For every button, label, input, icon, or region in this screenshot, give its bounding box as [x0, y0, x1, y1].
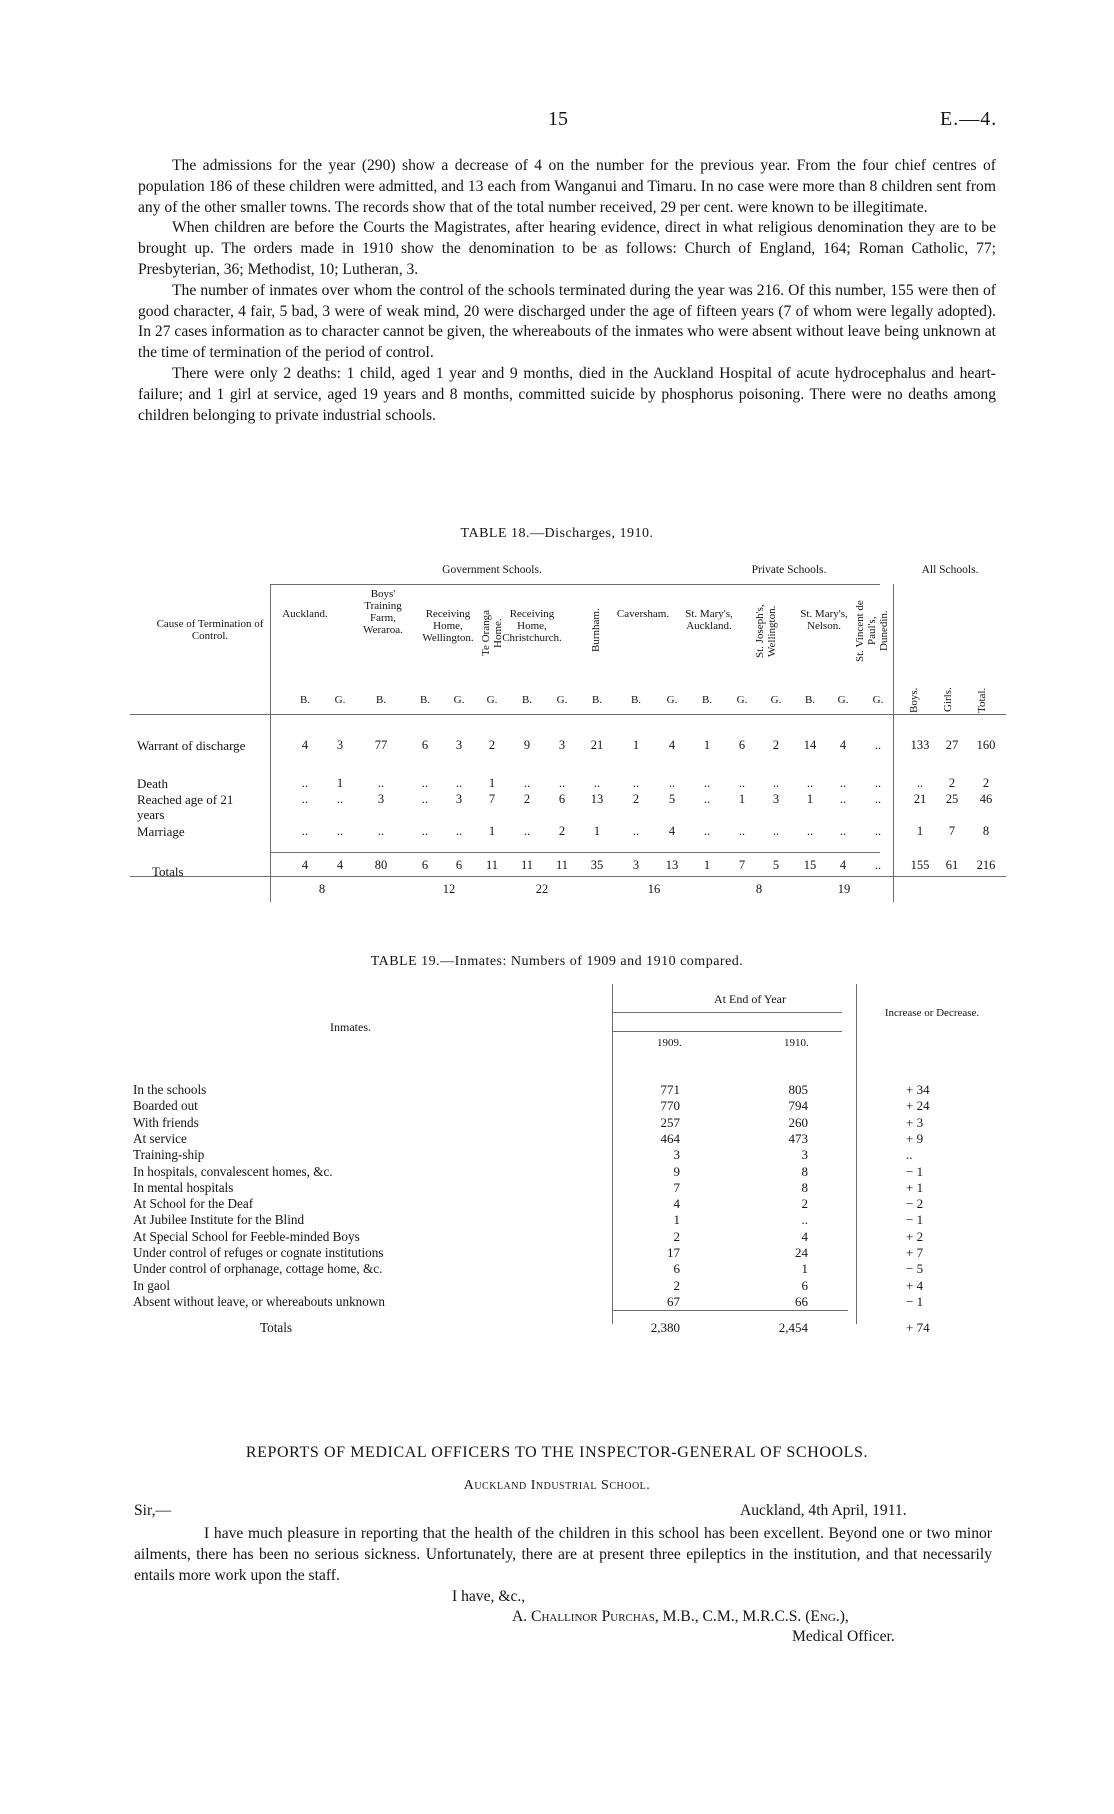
- table-cell: ..: [874, 824, 882, 838]
- inmate-row-label: In gaol: [133, 1277, 170, 1293]
- value-change: + 24: [906, 1098, 930, 1114]
- totals-cell: 4: [839, 858, 847, 872]
- table-cell: ..: [523, 776, 531, 790]
- value-1909: 67: [667, 1293, 680, 1309]
- value-1909: 7: [673, 1179, 680, 1195]
- totals-cell: 61: [945, 858, 959, 872]
- table-cell: ..: [772, 776, 780, 790]
- table-cell: ..: [874, 776, 882, 790]
- subhead-bg: G.: [556, 694, 568, 706]
- combined-total: 22: [535, 882, 549, 896]
- end-of-year-header: At End of Year: [714, 992, 786, 1006]
- value-change: ..: [906, 1147, 913, 1163]
- column-header: Boys' Training Farm, Weraroa.: [363, 588, 403, 636]
- paragraph-deaths: There were only 2 deaths: 1 child, aged 1 year and 9 months, died in the Auckland Hospital of acute hydrocephalus and heart-failure; and 1 girl at service, aged 19 years and 8 months, committed suicide by phosphorus poisoning. There were no deaths among children belonging to private industrial schools.: [138, 364, 996, 424]
- inmate-row-label: At Special School for Feeble-minded Boys: [133, 1228, 360, 1244]
- inmate-row-label: At School for the Deaf: [133, 1196, 254, 1212]
- table-cell: ..: [703, 776, 711, 790]
- table-cell: ..: [839, 824, 847, 838]
- value-change: + 4: [906, 1277, 924, 1293]
- table-cell: 4: [839, 738, 847, 752]
- table-cell: 3: [377, 792, 385, 806]
- totals-cell: 4: [301, 858, 309, 872]
- value-1909: 257: [660, 1114, 680, 1130]
- inmate-row-label: In hospitals, convalescent homes, &c.: [133, 1163, 333, 1179]
- value-1910: ..: [801, 1212, 808, 1228]
- group-government: Government Schools.: [442, 564, 542, 576]
- subhead-bg: G.: [736, 694, 748, 706]
- subhead-bg: B.: [701, 694, 713, 706]
- total-1910: 2,454: [778, 1320, 808, 1335]
- totals-cell: 1: [703, 858, 711, 872]
- table-cell: 21: [590, 738, 604, 752]
- totals-cell: 3: [632, 858, 640, 872]
- subhead-bg: G.: [334, 694, 346, 706]
- value-1910: 8: [801, 1179, 808, 1195]
- letter-signature: A. Challinor Purchas, M.B., C.M., M.R.C.S. (Eng.),: [512, 1608, 849, 1625]
- table-rule: [270, 852, 880, 853]
- table-cell: 77: [374, 738, 388, 752]
- table-cell: ..: [772, 824, 780, 838]
- subhead-bg: G.: [453, 694, 465, 706]
- totals-cell: 15: [803, 858, 817, 872]
- subhead-bg: B.: [521, 694, 533, 706]
- group-private: Private Schools.: [751, 564, 827, 576]
- inmate-row-label: In mental hospitals: [133, 1179, 234, 1195]
- table-cell: 6: [558, 792, 566, 806]
- inmate-row-label: Absent without leave, or whereabouts unknown: [133, 1293, 385, 1309]
- value-1909: 464: [660, 1130, 680, 1146]
- totals-cell: 5: [772, 858, 780, 872]
- table-cell: ..: [421, 824, 429, 838]
- value-1909: 2: [673, 1228, 680, 1244]
- table-cell: 25: [945, 792, 959, 806]
- combined-total: 16: [647, 882, 661, 896]
- all-schools-column: Total.: [976, 687, 988, 713]
- column-header-vertical: Te Oranga Home.: [480, 610, 504, 656]
- table-cell: 8: [982, 824, 990, 838]
- value-1910: 794: [788, 1098, 808, 1114]
- table-cell: ..: [377, 824, 385, 838]
- year-1910-header: 1910.: [784, 1037, 809, 1049]
- value-1910: 6: [801, 1277, 808, 1293]
- table18-title: TABLE 18.—Discharges, 1910.: [460, 526, 654, 541]
- value-1909: 3: [673, 1147, 680, 1163]
- inmate-row-label: At Jubilee Institute for the Blind: [133, 1212, 305, 1228]
- table-cell: 2: [558, 824, 566, 838]
- table-cell: 1: [738, 792, 746, 806]
- value-change: − 1: [906, 1163, 924, 1179]
- all-schools-column: Girls.: [942, 687, 954, 713]
- change-header: Increase or Decrease.: [884, 1007, 980, 1019]
- table-cell: 4: [301, 738, 309, 752]
- subhead-bg: G.: [872, 694, 884, 706]
- totals-cell: 6: [421, 858, 429, 872]
- table-cell: 9: [523, 738, 531, 752]
- value-1910: 805: [788, 1082, 808, 1097]
- totals-cell: 11: [485, 858, 499, 872]
- totals-label: Totals: [152, 864, 184, 879]
- value-1909: 771: [660, 1082, 680, 1097]
- table-cell: ..: [916, 776, 924, 790]
- value-change: − 1: [906, 1293, 924, 1309]
- table-cell: ..: [874, 792, 882, 806]
- table-cell: 27: [945, 738, 959, 752]
- table-cell: 7: [948, 824, 956, 838]
- table-rule: [270, 584, 880, 585]
- cause-header: Cause of Termination of Control.: [156, 618, 264, 642]
- table-cell: ..: [336, 824, 344, 838]
- table19-title: TABLE 19.—Inmates: Numbers of 1909 and 1910 compared.: [370, 954, 744, 969]
- subhead-bg: B.: [375, 694, 387, 706]
- totals-cell: 80: [374, 858, 388, 872]
- totals-cell: 13: [665, 858, 679, 872]
- table-cell: 7: [488, 792, 496, 806]
- paragraph-denomination: When children are before the Courts the Magistrates, after hearing evidence, direct in what religious denomination they are to be brought up. The orders made in 1910 show the denomination to be as follows: Church of England, 164; Roman Catholic, 77; Presbyterian, 36; Methodist, 10; Lutheran, 3.: [138, 219, 996, 278]
- table-cell: 13: [590, 792, 604, 806]
- value-1910: 1: [801, 1261, 808, 1277]
- column-header: Caversham.: [616, 608, 670, 620]
- total-change: + 74: [906, 1320, 930, 1335]
- table-rule: [270, 584, 271, 902]
- totals-label: Totals: [260, 1320, 293, 1335]
- table-cell: 133: [910, 738, 930, 752]
- table-cell: ..: [839, 792, 847, 806]
- table-cell: 3: [772, 792, 780, 806]
- table-cell: ..: [668, 776, 676, 790]
- document-reference: E.—4.: [940, 108, 998, 130]
- column-header: St. Mary's, Auckland.: [685, 608, 733, 632]
- table-cell: 5: [668, 792, 676, 806]
- totals-cell: ..: [874, 858, 882, 872]
- table-cell: 3: [336, 738, 344, 752]
- table-cell: 1: [632, 738, 640, 752]
- value-1909: 2: [673, 1277, 680, 1293]
- table-cell: ..: [301, 792, 309, 806]
- totals-cell: 4: [336, 858, 344, 872]
- table-row-label: Warrant of discharge: [137, 738, 246, 753]
- subhead-bg: B.: [299, 694, 311, 706]
- table-cell: ..: [455, 824, 463, 838]
- inmate-row-label: In the schools: [133, 1082, 207, 1097]
- value-change: − 1: [906, 1212, 924, 1228]
- table-cell: 1: [806, 792, 814, 806]
- subhead-bg: G.: [837, 694, 849, 706]
- table-row-label: Marriage: [137, 824, 185, 839]
- value-change: + 34: [906, 1082, 930, 1097]
- table-cell: 1: [703, 738, 711, 752]
- value-1910: 3: [801, 1147, 808, 1163]
- reports-heading: REPORTS OF MEDICAL OFFICERS TO THE INSPECTOR-GENERAL OF SCHOOLS.: [245, 1444, 869, 1461]
- reports-subheading: Auckland Industrial School.: [463, 1478, 651, 1493]
- page-number: 15: [548, 108, 568, 130]
- value-1909: 4: [673, 1196, 680, 1212]
- table-cell: 3: [455, 792, 463, 806]
- table-cell: ..: [421, 776, 429, 790]
- combined-total: 12: [442, 882, 456, 896]
- value-1910: 4: [801, 1228, 808, 1244]
- totals-cell: 11: [520, 858, 534, 872]
- value-1910: 260: [788, 1114, 808, 1130]
- subhead-bg: G.: [770, 694, 782, 706]
- table-cell: 2: [488, 738, 496, 752]
- table-cell: 2: [948, 776, 956, 790]
- value-1910: 473: [788, 1130, 808, 1146]
- combined-total: 8: [318, 882, 326, 896]
- total-1909: 2,380: [650, 1320, 680, 1335]
- letter-body: I have much pleasure in reporting that the health of the children in this school has been excellent. Beyond one or two minor ailments, there has been no serious sickness. Unfortunately, there are at present three epileptics in the institution, and that necessarily entails more work upon the staff.: [134, 1525, 992, 1584]
- totals-cell: 216: [976, 858, 996, 872]
- year-1909-header: 1909.: [657, 1037, 682, 1049]
- value-1909: 6: [673, 1261, 680, 1277]
- table-cell: 3: [455, 738, 463, 752]
- column-header-vertical: St. Vincent de Paul's, Dunedin.: [854, 600, 890, 662]
- table-cell: ..: [632, 776, 640, 790]
- subhead-bg: G.: [666, 694, 678, 706]
- column-header-vertical: Burnham.: [590, 608, 602, 652]
- value-change: − 5: [906, 1261, 924, 1277]
- value-change: + 1: [906, 1179, 924, 1195]
- value-1909: 9: [673, 1163, 680, 1179]
- value-1910: 2: [801, 1196, 808, 1212]
- subhead-bg: B.: [804, 694, 816, 706]
- subhead-bg: B.: [419, 694, 431, 706]
- letter-salutation: Sir,—: [134, 1502, 172, 1519]
- table-cell: ..: [703, 792, 711, 806]
- column-header: Receiving Home, Wellington.: [422, 608, 474, 644]
- table-cell: ..: [558, 776, 566, 790]
- table-cell: ..: [738, 776, 746, 790]
- table-rule: [130, 714, 1006, 715]
- subhead-bg: G.: [486, 694, 498, 706]
- totals-cell: 11: [555, 858, 569, 872]
- subhead-bg: B.: [591, 694, 603, 706]
- table-cell: 1: [593, 824, 601, 838]
- inmate-row-label: Training-ship: [133, 1147, 205, 1163]
- table-cell: ..: [839, 776, 847, 790]
- letter-title: Medical Officer.: [792, 1628, 895, 1645]
- inmate-row-label: At service: [133, 1130, 187, 1146]
- value-1910: 24: [795, 1245, 808, 1260]
- letter-closing: I have, &c.,: [452, 1588, 526, 1605]
- column-header-vertical: St. Joseph's, Wellington.: [754, 604, 778, 658]
- group-all: All Schools.: [921, 564, 979, 576]
- table-rule: [893, 584, 894, 902]
- table-cell: ..: [301, 824, 309, 838]
- table-cell: 14: [803, 738, 817, 752]
- value-change: + 3: [906, 1114, 924, 1130]
- table-cell: ..: [377, 776, 385, 790]
- table-cell: 2: [523, 792, 531, 806]
- table-cell: ..: [703, 824, 711, 838]
- totals-cell: 7: [738, 858, 746, 872]
- column-header: St. Mary's, Nelson.: [800, 608, 848, 632]
- totals-cell: 35: [590, 858, 604, 872]
- paragraph-terminations: The number of inmates over whom the control of the schools terminated during the year was 216. Of this number, 155 were then of good character, 4 fair, 5 bad, 3 were of weak mind, 20 were discharged under the age of fifteen years (7 of whom were legally adopted). In 27 cases information as to character cannot be given, the whereabouts of the inmates who were absent without leave being unknown at the time of termination of the period of control.: [138, 281, 996, 362]
- table-cell: ..: [593, 776, 601, 790]
- column-header: Receiving Home, Christchurch.: [502, 608, 562, 644]
- inmate-row-label: Under control of orphanage, cottage home, &c.: [133, 1261, 383, 1277]
- letter-date: Auckland, 4th April, 1911.: [740, 1502, 907, 1519]
- body-text: [138, 156, 996, 426]
- column-header: Auckland.: [282, 608, 328, 620]
- value-change: + 9: [906, 1130, 924, 1146]
- inmate-row-label: Boarded out: [133, 1098, 198, 1114]
- table-cell: ..: [523, 824, 531, 838]
- value-change: + 2: [906, 1228, 924, 1244]
- table-cell: 3: [558, 738, 566, 752]
- table-cell: 6: [738, 738, 746, 752]
- table-cell: ..: [421, 792, 429, 806]
- table-row-label: Death: [137, 776, 169, 791]
- subhead-bg: B.: [630, 694, 642, 706]
- value-1910: 66: [795, 1293, 808, 1309]
- all-schools-column: Boys.: [908, 687, 920, 713]
- table-cell: 2: [772, 738, 780, 752]
- table-rule: [130, 876, 1006, 877]
- table-row-label: Reached age of 21 years: [137, 792, 234, 822]
- table-cell: ..: [301, 776, 309, 790]
- table-cell: 46: [979, 792, 993, 806]
- table-cell: 2: [632, 792, 640, 806]
- table-cell: ..: [806, 824, 814, 838]
- combined-total: 19: [837, 882, 851, 896]
- table-cell: 160: [976, 738, 996, 752]
- value-1910: 8: [801, 1163, 808, 1179]
- inmate-row-label: Under control of refuges or cognate institutions: [133, 1245, 384, 1260]
- table-cell: ..: [806, 776, 814, 790]
- value-1909: 1: [673, 1212, 680, 1228]
- table-cell: 21: [913, 792, 927, 806]
- paragraph-admissions: The admissions for the year (290) show a decrease of 4 on the number for the previous year. From the four chief centres of population 186 of these children were admitted, and 13 each from Wanganui and Timaru. In no case were more than 8 children sent from any of the other smaller towns. The records show that of the total number received, 29 per cent. were known to be illegitimate.: [138, 157, 996, 216]
- table-cell: 4: [668, 824, 676, 838]
- table-cell: 1: [488, 776, 496, 790]
- table-cell: 1: [916, 824, 924, 838]
- table-cell: ..: [455, 776, 463, 790]
- table-cell: 1: [488, 824, 496, 838]
- inmates-header: Inmates.: [330, 1020, 371, 1034]
- combined-total: 8: [755, 882, 763, 896]
- value-change: + 7: [906, 1245, 924, 1260]
- table-cell: ..: [738, 824, 746, 838]
- table-cell: 4: [668, 738, 676, 752]
- value-1909: 17: [667, 1245, 680, 1260]
- totals-cell: 155: [910, 858, 930, 872]
- table-cell: ..: [632, 824, 640, 838]
- value-change: − 2: [906, 1196, 924, 1212]
- value-1909: 770: [660, 1098, 680, 1114]
- table-cell: ..: [874, 738, 882, 752]
- table-cell: 1: [336, 776, 344, 790]
- table-cell: 6: [421, 738, 429, 752]
- inmate-row-label: With friends: [133, 1114, 199, 1130]
- table-cell: 2: [982, 776, 990, 790]
- table-cell: ..: [336, 792, 344, 806]
- totals-cell: 6: [455, 858, 463, 872]
